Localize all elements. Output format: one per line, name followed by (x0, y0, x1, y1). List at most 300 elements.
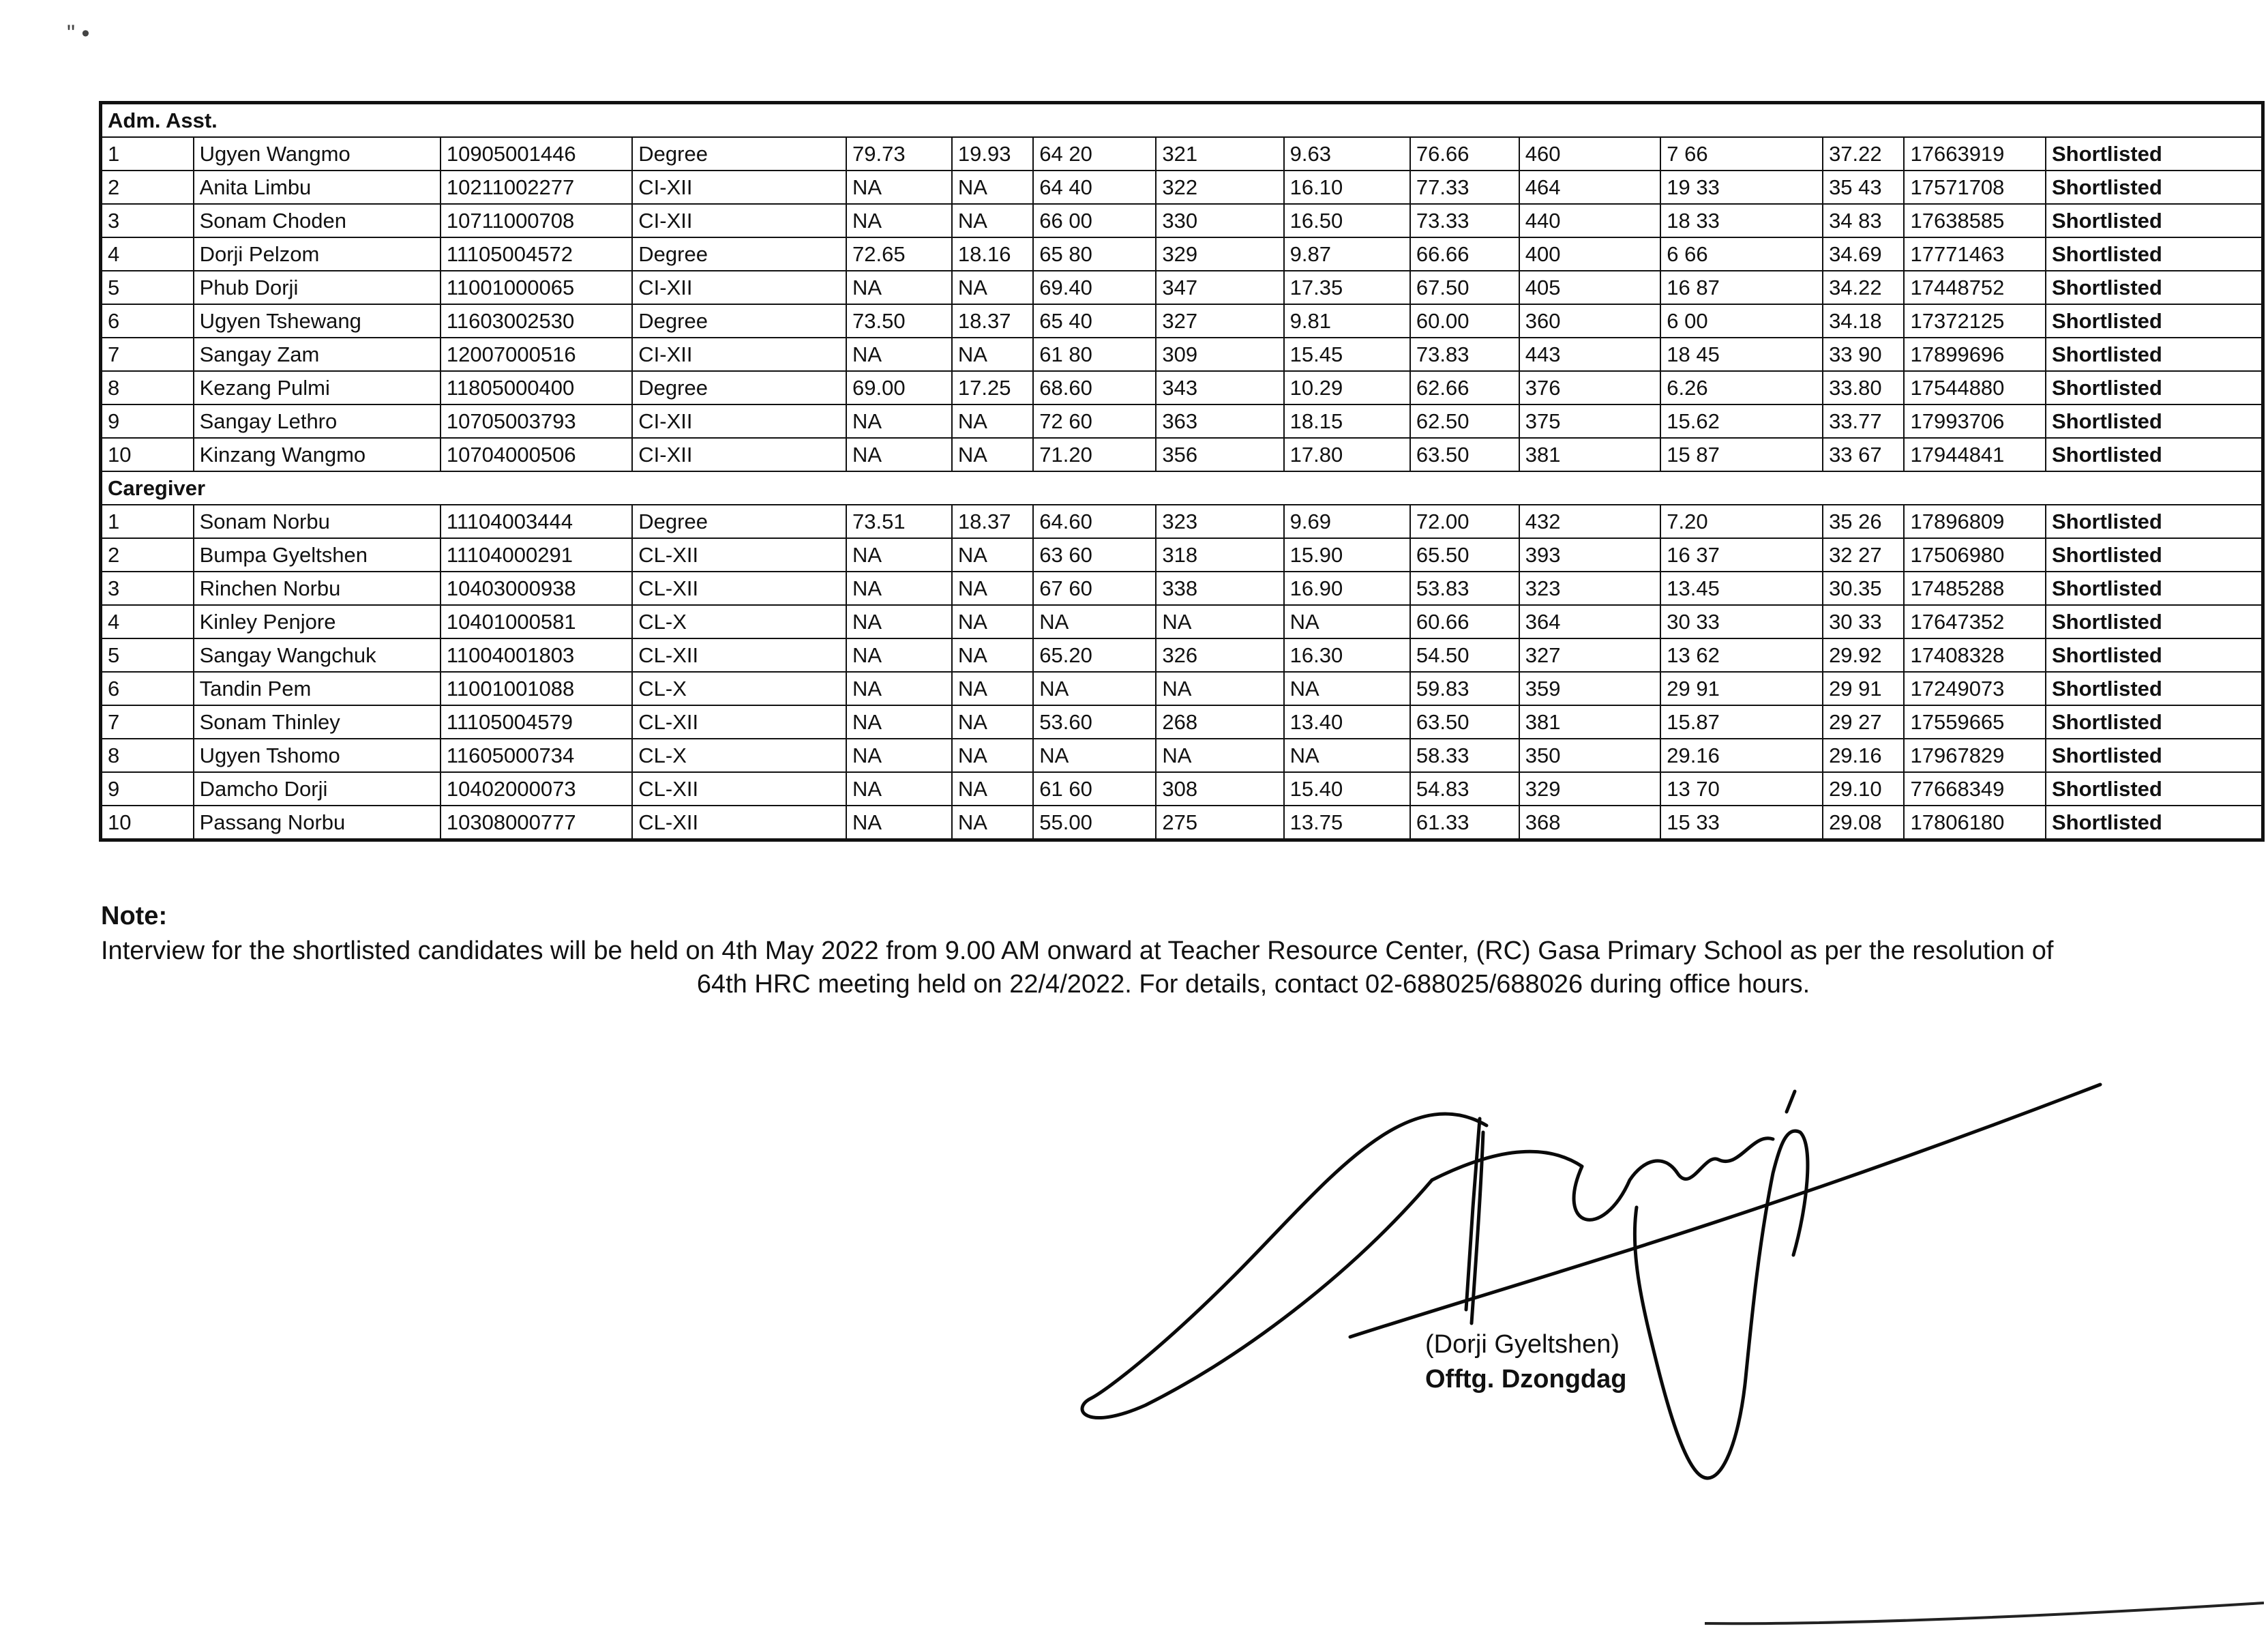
cell-degree-percent: NA (846, 638, 952, 672)
table-row (102, 271, 2262, 304)
cell-class-xii-percent: 55.00 (1033, 806, 1156, 839)
cell-cid-no: 11605000734 (441, 739, 632, 772)
cell-degree-percent: NA (846, 404, 952, 438)
cell-class-xii-weight: 13.40 (1284, 705, 1410, 739)
cell-contact-no: 17448752 (1904, 271, 2045, 304)
cell-interview-marks: 368 (1519, 806, 1660, 839)
cell-interview-marks: 360 (1519, 304, 1660, 338)
cell-sl-no: 8 (102, 371, 194, 404)
cell-qualification: CL-XII (632, 772, 846, 806)
cell-degree-weight: NA (952, 404, 1033, 438)
cell-sl-no: 3 (102, 204, 194, 237)
cell-sl-no: 2 (102, 171, 194, 204)
cell-class-xii-weight: NA (1284, 605, 1410, 638)
cell-interview-marks: 375 (1519, 404, 1660, 438)
cell-interview-marks: 400 (1519, 237, 1660, 271)
cell-interview-weight: 16 37 (1660, 538, 1823, 572)
cell-cid-no: 10402000073 (441, 772, 632, 806)
cell-interview-weight: 13.45 (1660, 572, 1823, 605)
cell-status: Shortlisted (2046, 572, 2262, 605)
cell-interview-weight: 29.16 (1660, 739, 1823, 772)
cell-class-xii-marks: 321 (1156, 137, 1283, 171)
cell-class-xii-percent: NA (1033, 672, 1156, 705)
note-title: Note: (101, 902, 168, 930)
cell-name: Sangay Zam (194, 338, 441, 371)
scan-edge-mark (1705, 1596, 2264, 1630)
cell-interview-percent: 60.00 (1410, 304, 1519, 338)
cell-sl-no: 6 (102, 304, 194, 338)
cell-interview-percent: 66.66 (1410, 237, 1519, 271)
cell-interview-weight: 29 91 (1660, 672, 1823, 705)
cell-contact-no: 17806180 (1904, 806, 2045, 839)
cell-total-score: 29 91 (1823, 672, 1904, 705)
cell-sl-no: 10 (102, 438, 194, 471)
cell-class-xii-weight: 13.75 (1284, 806, 1410, 839)
cell-interview-marks: 359 (1519, 672, 1660, 705)
cell-interview-percent: 67.50 (1410, 271, 1519, 304)
cell-class-xii-marks: NA (1156, 739, 1283, 772)
cell-degree-weight: 18.37 (952, 505, 1033, 538)
cell-class-xii-percent: NA (1033, 605, 1156, 638)
cell-class-xii-percent: 68.60 (1033, 371, 1156, 404)
cell-degree-percent: 73.50 (846, 304, 952, 338)
cell-cid-no: 10308000777 (441, 806, 632, 839)
cell-contact-no: 17372125 (1904, 304, 2045, 338)
cell-qualification: Degree (632, 304, 846, 338)
cell-degree-weight: NA (952, 171, 1033, 204)
cell-interview-percent: 59.83 (1410, 672, 1519, 705)
cell-name: Sangay Lethro (194, 404, 441, 438)
cell-contact-no: 17571708 (1904, 171, 2045, 204)
cell-interview-weight: 6 66 (1660, 237, 1823, 271)
cell-interview-percent: 61.33 (1410, 806, 1519, 839)
cell-total-score: 29.16 (1823, 739, 1904, 772)
cell-status: Shortlisted (2046, 338, 2262, 371)
cell-degree-weight: 18.37 (952, 304, 1033, 338)
cell-interview-marks: 327 (1519, 638, 1660, 672)
cell-name: Sonam Choden (194, 204, 441, 237)
cell-contact-no: 17896809 (1904, 505, 2045, 538)
cell-status: Shortlisted (2046, 237, 2262, 271)
cell-contact-no: 17899696 (1904, 338, 2045, 371)
cell-class-xii-marks: 343 (1156, 371, 1283, 404)
cell-status: Shortlisted (2046, 705, 2262, 739)
cell-qualification: CI-XII (632, 338, 846, 371)
cell-degree-percent: NA (846, 438, 952, 471)
cell-total-score: 33.77 (1823, 404, 1904, 438)
cell-status: Shortlisted (2046, 371, 2262, 404)
cell-class-xii-marks: 275 (1156, 806, 1283, 839)
cell-interview-percent: 73.83 (1410, 338, 1519, 371)
cell-qualification: CI-XII (632, 271, 846, 304)
cell-class-xii-percent: 72 60 (1033, 404, 1156, 438)
cell-sl-no: 7 (102, 705, 194, 739)
cell-status: Shortlisted (2046, 137, 2262, 171)
cell-degree-percent: NA (846, 705, 952, 739)
cell-cid-no: 11805000400 (441, 371, 632, 404)
page-corner-mark: " • (67, 20, 90, 46)
table-row (102, 638, 2262, 672)
cell-name: Passang Norbu (194, 806, 441, 839)
cell-name: Ugyen Wangmo (194, 137, 441, 171)
cell-name: Anita Limbu (194, 171, 441, 204)
cell-status: Shortlisted (2046, 806, 2262, 839)
cell-contact-no: 77668349 (1904, 772, 2045, 806)
cell-interview-percent: 65.50 (1410, 538, 1519, 572)
cell-cid-no: 11001000065 (441, 271, 632, 304)
cell-status: Shortlisted (2046, 171, 2262, 204)
table-row (102, 538, 2262, 572)
note-text-line-2: 64th HRC meeting held on 22/4/2022. For details, contact 02-688025/688026 during office hours. (696, 970, 1810, 999)
cell-total-score: 33.80 (1823, 371, 1904, 404)
cell-name: Bumpa Gyeltshen (194, 538, 441, 572)
cell-class-xii-weight: 9.87 (1284, 237, 1410, 271)
cell-class-xii-percent: 65 80 (1033, 237, 1156, 271)
table-row (102, 572, 2262, 605)
cell-class-xii-marks: NA (1156, 605, 1283, 638)
cell-class-xii-weight: 16.30 (1284, 638, 1410, 672)
cell-degree-weight: NA (952, 605, 1033, 638)
cell-degree-percent: NA (846, 572, 952, 605)
cell-degree-weight: NA (952, 338, 1033, 371)
cell-interview-marks: 432 (1519, 505, 1660, 538)
cell-name: Kinzang Wangmo (194, 438, 441, 471)
table-row (102, 772, 2262, 806)
cell-class-xii-weight: 16.90 (1284, 572, 1410, 605)
cell-qualification: CL-XII (632, 572, 846, 605)
cell-degree-percent: NA (846, 171, 952, 204)
handwritten-signature (1064, 1050, 2114, 1514)
cell-degree-weight: NA (952, 538, 1033, 572)
cell-degree-weight: NA (952, 772, 1033, 806)
cell-class-xii-percent: 67 60 (1033, 572, 1156, 605)
cell-contact-no: 17771463 (1904, 237, 2045, 271)
cell-class-xii-weight: 15.45 (1284, 338, 1410, 371)
cell-sl-no: 8 (102, 739, 194, 772)
cell-degree-percent: NA (846, 605, 952, 638)
cell-class-xii-percent: 64 40 (1033, 171, 1156, 204)
cell-status: Shortlisted (2046, 271, 2262, 304)
cell-interview-marks: 440 (1519, 204, 1660, 237)
cell-degree-weight: NA (952, 204, 1033, 237)
cell-interview-weight: 18 33 (1660, 204, 1823, 237)
cell-qualification: CL-X (632, 672, 846, 705)
table-row (102, 404, 2262, 438)
cell-cid-no: 10704000506 (441, 438, 632, 471)
cell-degree-weight: 17.25 (952, 371, 1033, 404)
cell-interview-weight: 15.62 (1660, 404, 1823, 438)
cell-total-score: 33 90 (1823, 338, 1904, 371)
shortlist-table-sheet (99, 101, 2265, 842)
cell-degree-percent: NA (846, 204, 952, 237)
cell-interview-marks: 405 (1519, 271, 1660, 304)
cell-degree-percent: NA (846, 538, 952, 572)
cell-degree-percent: NA (846, 338, 952, 371)
cell-degree-weight: NA (952, 438, 1033, 471)
cell-degree-weight: 18.16 (952, 237, 1033, 271)
cell-cid-no: 11004001803 (441, 638, 632, 672)
cell-interview-percent: 63.50 (1410, 438, 1519, 471)
cell-name: Sangay Wangchuk (194, 638, 441, 672)
cell-sl-no: 7 (102, 338, 194, 371)
cell-interview-marks: 381 (1519, 438, 1660, 471)
cell-degree-weight: NA (952, 271, 1033, 304)
cell-cid-no: 10711000708 (441, 204, 632, 237)
cell-qualification: CL-XII (632, 638, 846, 672)
cell-qualification: CI-XII (632, 404, 846, 438)
cell-interview-percent: 62.50 (1410, 404, 1519, 438)
section-title: Caregiver (102, 471, 2262, 505)
cell-class-xii-weight: 18.15 (1284, 404, 1410, 438)
section-header-row (102, 104, 2262, 137)
cell-status: Shortlisted (2046, 404, 2262, 438)
cell-class-xii-marks: 338 (1156, 572, 1283, 605)
cell-qualification: CI-XII (632, 204, 846, 237)
cell-class-xii-weight: 9.81 (1284, 304, 1410, 338)
cell-class-xii-marks: 318 (1156, 538, 1283, 572)
cell-class-xii-marks: NA (1156, 672, 1283, 705)
table-row (102, 739, 2262, 772)
table-row (102, 137, 2262, 171)
cell-total-score: 34.18 (1823, 304, 1904, 338)
cell-interview-weight: 6.26 (1660, 371, 1823, 404)
cell-degree-weight: NA (952, 572, 1033, 605)
cell-class-xii-marks: 308 (1156, 772, 1283, 806)
cell-cid-no: 12007000516 (441, 338, 632, 371)
table-body (102, 104, 2262, 839)
cell-degree-percent: NA (846, 806, 952, 839)
cell-class-xii-percent: 61 80 (1033, 338, 1156, 371)
cell-interview-percent: 73.33 (1410, 204, 1519, 237)
cell-contact-no: 17559665 (1904, 705, 2045, 739)
cell-interview-weight: 15 33 (1660, 806, 1823, 839)
cell-qualification: Degree (632, 137, 846, 171)
table-row (102, 304, 2262, 338)
cell-degree-percent: NA (846, 739, 952, 772)
cell-class-xii-weight: 16.10 (1284, 171, 1410, 204)
table-row (102, 605, 2262, 638)
cell-class-xii-percent: NA (1033, 739, 1156, 772)
cell-interview-weight: 30 33 (1660, 605, 1823, 638)
cell-degree-weight: NA (952, 638, 1033, 672)
cell-class-xii-marks: 330 (1156, 204, 1283, 237)
cell-status: Shortlisted (2046, 538, 2262, 572)
section-title: Adm. Asst. (102, 104, 2262, 137)
cell-qualification: CL-XII (632, 806, 846, 839)
cell-interview-percent: 58.33 (1410, 739, 1519, 772)
cell-interview-weight: 7 66 (1660, 137, 1823, 171)
cell-interview-marks: 393 (1519, 538, 1660, 572)
cell-total-score: 30 33 (1823, 605, 1904, 638)
cell-class-xii-percent: 69.40 (1033, 271, 1156, 304)
cell-total-score: 34.69 (1823, 237, 1904, 271)
cell-class-xii-percent: 71.20 (1033, 438, 1156, 471)
cell-class-xii-percent: 61 60 (1033, 772, 1156, 806)
cell-interview-marks: 329 (1519, 772, 1660, 806)
cell-class-xii-percent: 64.60 (1033, 505, 1156, 538)
cell-sl-no: 1 (102, 505, 194, 538)
cell-interview-weight: 18 45 (1660, 338, 1823, 371)
cell-interview-weight: 13 70 (1660, 772, 1823, 806)
cell-class-xii-marks: 329 (1156, 237, 1283, 271)
cell-contact-no: 17485288 (1904, 572, 2045, 605)
cell-cid-no: 10905001446 (441, 137, 632, 171)
cell-status: Shortlisted (2046, 438, 2262, 471)
cell-class-xii-weight: 15.40 (1284, 772, 1410, 806)
cell-contact-no: 17638585 (1904, 204, 2045, 237)
cell-class-xii-marks: 356 (1156, 438, 1283, 471)
cell-total-score: 33 67 (1823, 438, 1904, 471)
cell-interview-percent: 77.33 (1410, 171, 1519, 204)
cell-interview-weight: 19 33 (1660, 171, 1823, 204)
cell-total-score: 35 43 (1823, 171, 1904, 204)
cell-qualification: CL-XII (632, 538, 846, 572)
cell-status: Shortlisted (2046, 204, 2262, 237)
cell-class-xii-percent: 63 60 (1033, 538, 1156, 572)
table-row (102, 371, 2262, 404)
table-row (102, 237, 2262, 271)
cell-degree-weight: NA (952, 739, 1033, 772)
cell-class-xii-weight: 17.80 (1284, 438, 1410, 471)
cell-class-xii-percent: 66 00 (1033, 204, 1156, 237)
cell-total-score: 30.35 (1823, 572, 1904, 605)
cell-contact-no: 17663919 (1904, 137, 2045, 171)
cell-cid-no: 11105004579 (441, 705, 632, 739)
cell-degree-percent: 79.73 (846, 137, 952, 171)
cell-interview-weight: 6 00 (1660, 304, 1823, 338)
cell-interview-percent: 62.66 (1410, 371, 1519, 404)
cell-status: Shortlisted (2046, 605, 2262, 638)
cell-interview-marks: 460 (1519, 137, 1660, 171)
cell-name: Ugyen Tshewang (194, 304, 441, 338)
cell-sl-no: 5 (102, 271, 194, 304)
cell-status: Shortlisted (2046, 739, 2262, 772)
cell-class-xii-weight: 16.50 (1284, 204, 1410, 237)
cell-degree-percent: NA (846, 271, 952, 304)
cell-degree-weight: 19.93 (952, 137, 1033, 171)
cell-sl-no: 9 (102, 404, 194, 438)
cell-interview-marks: 323 (1519, 572, 1660, 605)
cell-class-xii-weight: 9.69 (1284, 505, 1410, 538)
cell-total-score: 29.10 (1823, 772, 1904, 806)
cell-status: Shortlisted (2046, 638, 2262, 672)
cell-name: Phub Dorji (194, 271, 441, 304)
cell-contact-no: 17544880 (1904, 371, 2045, 404)
cell-degree-percent: 73.51 (846, 505, 952, 538)
signatory-name: (Dorji Gyeltshen) (1425, 1330, 1620, 1359)
table-row (102, 705, 2262, 739)
cell-name: Rinchen Norbu (194, 572, 441, 605)
cell-class-xii-marks: 323 (1156, 505, 1283, 538)
signatory-designation: Offtg. Dzongdag (1425, 1365, 1627, 1394)
cell-name: Ugyen Tshomo (194, 739, 441, 772)
cell-interview-percent: 60.66 (1410, 605, 1519, 638)
cell-interview-marks: 350 (1519, 739, 1660, 772)
cell-sl-no: 2 (102, 538, 194, 572)
cell-qualification: CI-XII (632, 171, 846, 204)
cell-qualification: Degree (632, 237, 846, 271)
cell-contact-no: 17506980 (1904, 538, 2045, 572)
cell-cid-no: 10211002277 (441, 171, 632, 204)
cell-cid-no: 11603002530 (441, 304, 632, 338)
cell-degree-percent: 69.00 (846, 371, 952, 404)
table-row (102, 806, 2262, 839)
cell-name: Kezang Pulmi (194, 371, 441, 404)
table-row (102, 171, 2262, 204)
cell-qualification: CI-XII (632, 438, 846, 471)
signatory-block (1425, 1330, 1626, 1394)
cell-name: Sonam Norbu (194, 505, 441, 538)
note-block (101, 902, 2263, 999)
cell-degree-weight: NA (952, 806, 1033, 839)
cell-total-score: 29 27 (1823, 705, 1904, 739)
cell-degree-weight: NA (952, 705, 1033, 739)
cell-qualification: CL-XII (632, 705, 846, 739)
cell-total-score: 34 83 (1823, 204, 1904, 237)
cell-class-xii-weight: 9.63 (1284, 137, 1410, 171)
cell-class-xii-marks: 268 (1156, 705, 1283, 739)
cell-class-xii-percent: 65 40 (1033, 304, 1156, 338)
cell-interview-marks: 376 (1519, 371, 1660, 404)
cell-class-xii-weight: NA (1284, 739, 1410, 772)
cell-interview-weight: 16 87 (1660, 271, 1823, 304)
cell-cid-no: 11001001088 (441, 672, 632, 705)
cell-qualification: CL-X (632, 605, 846, 638)
cell-class-xii-percent: 64 20 (1033, 137, 1156, 171)
cell-class-xii-marks: 327 (1156, 304, 1283, 338)
cell-class-xii-percent: 65.20 (1033, 638, 1156, 672)
table-row (102, 672, 2262, 705)
section-header-row (102, 471, 2262, 505)
cell-interview-percent: 54.83 (1410, 772, 1519, 806)
cell-class-xii-marks: 363 (1156, 404, 1283, 438)
cell-interview-percent: 53.83 (1410, 572, 1519, 605)
cell-status: Shortlisted (2046, 772, 2262, 806)
cell-interview-percent: 72.00 (1410, 505, 1519, 538)
cell-status: Shortlisted (2046, 672, 2262, 705)
cell-total-score: 35 26 (1823, 505, 1904, 538)
cell-class-xii-weight: NA (1284, 672, 1410, 705)
cell-interview-weight: 13 62 (1660, 638, 1823, 672)
table-row (102, 338, 2262, 371)
cell-contact-no: 17967829 (1904, 739, 2045, 772)
cell-class-xii-weight: 15.90 (1284, 538, 1410, 572)
cell-interview-percent: 76.66 (1410, 137, 1519, 171)
cell-qualification: Degree (632, 371, 846, 404)
note-text-line-1: Interview for the shortlisted candidates will be held on 4th May 2022 from 9.00 AM onward at Teacher Resource Center, (RC) Gasa Primary School as per the resolution of (101, 937, 2054, 965)
cell-sl-no: 9 (102, 772, 194, 806)
cell-sl-no: 4 (102, 237, 194, 271)
cell-interview-marks: 464 (1519, 171, 1660, 204)
cell-total-score: 34.22 (1823, 271, 1904, 304)
cell-interview-marks: 381 (1519, 705, 1660, 739)
cell-sl-no: 3 (102, 572, 194, 605)
table-row (102, 505, 2262, 538)
cell-contact-no: 17647352 (1904, 605, 2045, 638)
cell-sl-no: 5 (102, 638, 194, 672)
cell-degree-percent: NA (846, 672, 952, 705)
cell-class-xii-weight: 17.35 (1284, 271, 1410, 304)
cell-contact-no: 17944841 (1904, 438, 2045, 471)
cell-degree-weight: NA (952, 672, 1033, 705)
shortlist-table (101, 103, 2263, 840)
cell-interview-weight: 15.87 (1660, 705, 1823, 739)
cell-name: Kinley Penjore (194, 605, 441, 638)
cell-sl-no: 4 (102, 605, 194, 638)
cell-cid-no: 10705003793 (441, 404, 632, 438)
cell-sl-no: 6 (102, 672, 194, 705)
cell-name: Sonam Thinley (194, 705, 441, 739)
